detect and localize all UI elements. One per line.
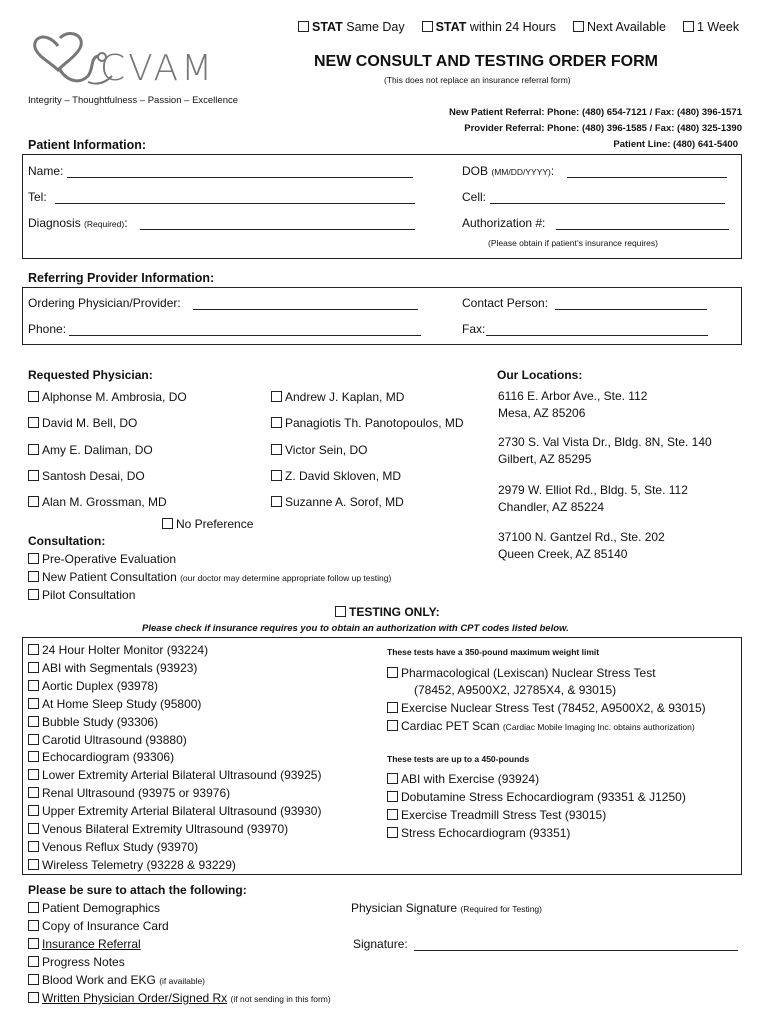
location-line: Queen Creek, AZ 85140 — [498, 547, 628, 561]
patient-name-label: Name: — [28, 164, 64, 178]
physician-checkbox[interactable]: Amy E. Daliman, DO — [28, 443, 153, 457]
no-preference-checkbox[interactable]: No Preference — [162, 517, 253, 531]
test-checkbox[interactable]: Lower Extremity Arterial Bilateral Ultrasound (93925) — [28, 768, 321, 782]
physician-signature-label: Physician Signature (Required for Testing) — [351, 901, 542, 915]
pharmacological-stress-checkbox[interactable]: Pharmacological (Lexiscan) Nuclear Stress Test — [387, 666, 656, 680]
logo-text: CVAM — [100, 48, 216, 89]
contact-person-field[interactable] — [555, 309, 707, 310]
form-title: NEW CONSULT AND TESTING ORDER FORM — [314, 53, 658, 70]
cell-field[interactable] — [490, 203, 725, 204]
new-patient-consult-checkbox[interactable]: New Patient Consultation (our doctor may determine appropriate follow up testing) — [28, 570, 391, 584]
location-line: 2979 W. Elliot Rd., Bldg. 5, Ste. 112 — [498, 483, 688, 497]
authorization-field[interactable] — [556, 229, 729, 230]
referring-fax-field[interactable] — [486, 335, 708, 336]
checkbox-icon — [28, 680, 39, 691]
ordering-physician-field[interactable] — [193, 309, 418, 310]
attach-heading: Please be sure to attach the following: — [28, 883, 247, 897]
requested-physician-heading: Requested Physician: — [28, 368, 153, 382]
signature-field[interactable] — [414, 950, 738, 951]
checkbox-icon — [28, 787, 39, 798]
weight-350-heading: These tests have a 350-pound maximum weight limit — [387, 647, 600, 657]
checkbox-icon — [28, 589, 39, 600]
dob-label: DOB (MM/DD/YYYY): — [462, 164, 555, 178]
checkbox-icon — [271, 417, 282, 428]
checkbox-icon — [162, 518, 173, 529]
checkbox-icon — [28, 920, 39, 931]
checkbox-icon — [422, 21, 433, 32]
priority-options — [298, 20, 739, 34]
diagnosis-field[interactable] — [140, 229, 415, 230]
location-line: Gilbert, AZ 85295 — [498, 452, 592, 466]
new-patient-referral-contact: New Patient Referral: Phone: (480) 654-7121 / Fax: (480) 396-1571 — [448, 107, 742, 118]
location-line: 2730 S. Val Vista Dr., Bldg. 8N, Ste. 140 — [498, 435, 712, 449]
checkbox-icon — [28, 805, 39, 816]
checkbox-icon — [28, 974, 39, 985]
checkbox-icon — [28, 823, 39, 834]
test-checkbox[interactable]: Dobutamine Stress Echocardiogram (93351 & J1250) — [387, 790, 686, 804]
patient-name-field[interactable] — [67, 177, 413, 178]
checkbox-icon — [28, 956, 39, 967]
checkbox-icon — [28, 644, 39, 655]
referring-phone-label: Phone: — [28, 322, 67, 336]
checkbox-icon — [387, 720, 398, 731]
patient-line-contact: Patient Line: (480) 641-5400 — [613, 139, 738, 150]
authorization-label: Authorization #: — [462, 216, 546, 230]
ordering-physician-label: Ordering Physician/Provider: — [28, 296, 181, 310]
progress-notes-checkbox[interactable]: Progress Notes — [28, 955, 125, 969]
physician-checkbox[interactable]: Suzanne A. Sorof, MD — [271, 495, 404, 509]
weight-450-heading: These tests are up to a 450-pounds — [387, 754, 530, 764]
physician-checkbox[interactable]: Alan M. Grossman, MD — [28, 495, 167, 509]
insurance-referral-checkbox[interactable]: Insurance Referral — [28, 937, 141, 951]
location-line: Mesa, AZ 85206 — [498, 406, 586, 420]
exercise-nuclear-checkbox[interactable]: Exercise Nuclear Stress Test (78452, A9500X2, & 93015) — [387, 701, 706, 715]
checkbox-icon — [28, 444, 39, 455]
test-checkbox[interactable]: Carotid Ultrasound (93880) — [28, 733, 187, 747]
patient-tel-field[interactable] — [55, 203, 415, 204]
cell-label: Cell: — [462, 190, 487, 204]
checkbox-icon — [387, 667, 398, 678]
physician-checkbox[interactable]: Z. David Skloven, MD — [271, 469, 401, 483]
checkbox-icon — [387, 702, 398, 713]
referring-provider-heading: Referring Provider Information: — [28, 271, 215, 285]
checkbox-icon — [271, 391, 282, 402]
form-subtitle: (This does not replace an insurance referral form) — [384, 75, 571, 85]
checkbox-icon — [28, 391, 39, 402]
bloodwork-checkbox[interactable]: Blood Work and EKG (if available) — [28, 973, 205, 987]
provider-referral-contact: Provider Referral: Phone: (480) 396-1585 / Fax: (480) 325-1390 — [464, 123, 742, 134]
checkbox-icon — [28, 992, 39, 1003]
logo-tagline: Integrity – Thoughtfulness – Passion – Excellence — [28, 95, 239, 106]
checkbox-icon — [28, 734, 39, 745]
insurance-card-checkbox[interactable]: Copy of Insurance Card — [28, 919, 169, 933]
diagnosis-label: Diagnosis (Required): — [28, 216, 128, 230]
checkbox-icon — [28, 470, 39, 481]
physician-checkbox[interactable]: Panagiotis Th. Panotopoulos, MD — [271, 416, 464, 430]
test-checkbox[interactable]: ABI with Exercise (93924) — [387, 772, 539, 786]
stat-24-hours-checkbox[interactable]: STAT within 24 Hours — [422, 20, 556, 34]
patient-info-heading: Patient Information: — [28, 138, 147, 152]
test-checkbox[interactable]: Aortic Duplex (93978) — [28, 679, 158, 693]
referring-phone-field[interactable] — [69, 335, 421, 336]
locations-heading: Our Locations: — [497, 368, 583, 382]
checkbox-icon — [271, 496, 282, 507]
checkbox-icon — [28, 662, 39, 673]
written-order-checkbox[interactable]: Written Physician Order/Signed Rx (if not sending in this form) — [28, 991, 331, 1005]
dob-field[interactable] — [567, 177, 727, 178]
physician-checkbox[interactable]: Alphonse M. Ambrosia, DO — [28, 390, 187, 404]
checkbox-icon — [387, 791, 398, 802]
authorization-note: (Please obtain if patient’s insurance requires) — [488, 238, 658, 248]
checkbox-icon — [271, 470, 282, 481]
physician-checkbox[interactable]: Santosh Desai, DO — [28, 469, 145, 483]
test-checkbox[interactable]: Renal Ultrasound (93975 or 93976) — [28, 786, 230, 800]
checkbox-icon — [683, 21, 694, 32]
checkbox-icon — [298, 21, 309, 32]
test-checkbox[interactable]: Echocardiogram (93306) — [28, 750, 174, 764]
checkbox-icon — [28, 417, 39, 428]
checkbox-icon — [28, 859, 39, 870]
test-checkbox[interactable]: 24 Hour Holter Monitor (93224) — [28, 643, 208, 657]
next-available-checkbox[interactable]: Next Available — [573, 20, 666, 34]
test-checkbox[interactable]: Wireless Telemetry (93228 & 93229) — [28, 858, 236, 872]
checkbox-icon — [28, 902, 39, 913]
testing-authorization-note: Please check if insurance requires you to obtain an authorization with CPT codes listed below. — [142, 623, 569, 634]
test-checkbox[interactable]: Upper Extremity Arterial Bilateral Ultrasound (93930) — [28, 804, 321, 818]
test-checkbox[interactable]: Bubble Study (93306) — [28, 715, 158, 729]
test-checkbox[interactable]: Venous Reflux Study (93970) — [28, 840, 198, 854]
checkbox-icon — [271, 444, 282, 455]
checkbox-icon — [387, 809, 398, 820]
test-checkbox[interactable]: Exercise Treadmill Stress Test (93015) — [387, 808, 606, 822]
checkbox-icon — [387, 773, 398, 784]
pilot-consult-checkbox[interactable]: Pilot Consultation — [28, 588, 135, 602]
checkbox-icon — [28, 841, 39, 852]
cardiac-pet-checkbox[interactable]: Cardiac PET Scan (Cardiac Mobile Imaging Inc. obtains authorization) — [387, 719, 695, 733]
physician-checkbox[interactable]: Andrew J. Kaplan, MD — [271, 390, 404, 404]
test-checkbox[interactable]: Venous Bilateral Extremity Ultrasound (93970) — [28, 822, 288, 836]
cvam-logo — [28, 24, 218, 94]
pharmacological-codes: (78452, A9500X2, J2785X4, & 93015) — [414, 683, 617, 697]
physician-checkbox[interactable]: David M. Bell, DO — [28, 416, 137, 430]
checkbox-icon — [28, 751, 39, 762]
stat-same-day-checkbox[interactable]: STAT Same Day — [298, 20, 405, 34]
checkbox-icon — [28, 769, 39, 780]
location-line: 37100 N. Gantzel Rd., Ste. 202 — [498, 530, 665, 544]
patient-tel-label: Tel: — [28, 190, 47, 204]
consultation-heading: Consultation: — [28, 534, 106, 548]
location-line: 6116 E. Arbor Ave., Ste. 112 — [498, 389, 648, 403]
checkbox-icon — [335, 606, 346, 617]
physician-checkbox[interactable]: Victor Sein, DO — [271, 443, 367, 457]
checkbox-icon — [28, 716, 39, 727]
testing-only-checkbox[interactable]: TESTING ONLY: — [335, 605, 440, 619]
checkbox-icon — [573, 21, 584, 32]
checkbox-icon — [28, 698, 39, 709]
demographics-checkbox[interactable]: Patient Demographics — [28, 901, 160, 915]
pre-operative-checkbox[interactable]: Pre-Operative Evaluation — [28, 552, 176, 566]
referring-fax-label: Fax: — [462, 322, 486, 336]
contact-person-label: Contact Person: — [462, 296, 549, 310]
test-checkbox[interactable]: At Home Sleep Study (95800) — [28, 697, 201, 711]
checkbox-icon — [28, 571, 39, 582]
location-line: Chandler, AZ 85224 — [498, 500, 605, 514]
one-week-checkbox[interactable]: 1 Week — [683, 20, 739, 34]
checkbox-icon — [28, 553, 39, 564]
test-checkbox[interactable]: Stress Echocardiogram (93351) — [387, 826, 570, 840]
checkbox-icon — [387, 827, 398, 838]
signature-label: Signature: — [353, 937, 408, 951]
checkbox-icon — [28, 938, 39, 949]
test-checkbox[interactable]: ABI with Segmentals (93923) — [28, 661, 197, 675]
checkbox-icon — [28, 496, 39, 507]
